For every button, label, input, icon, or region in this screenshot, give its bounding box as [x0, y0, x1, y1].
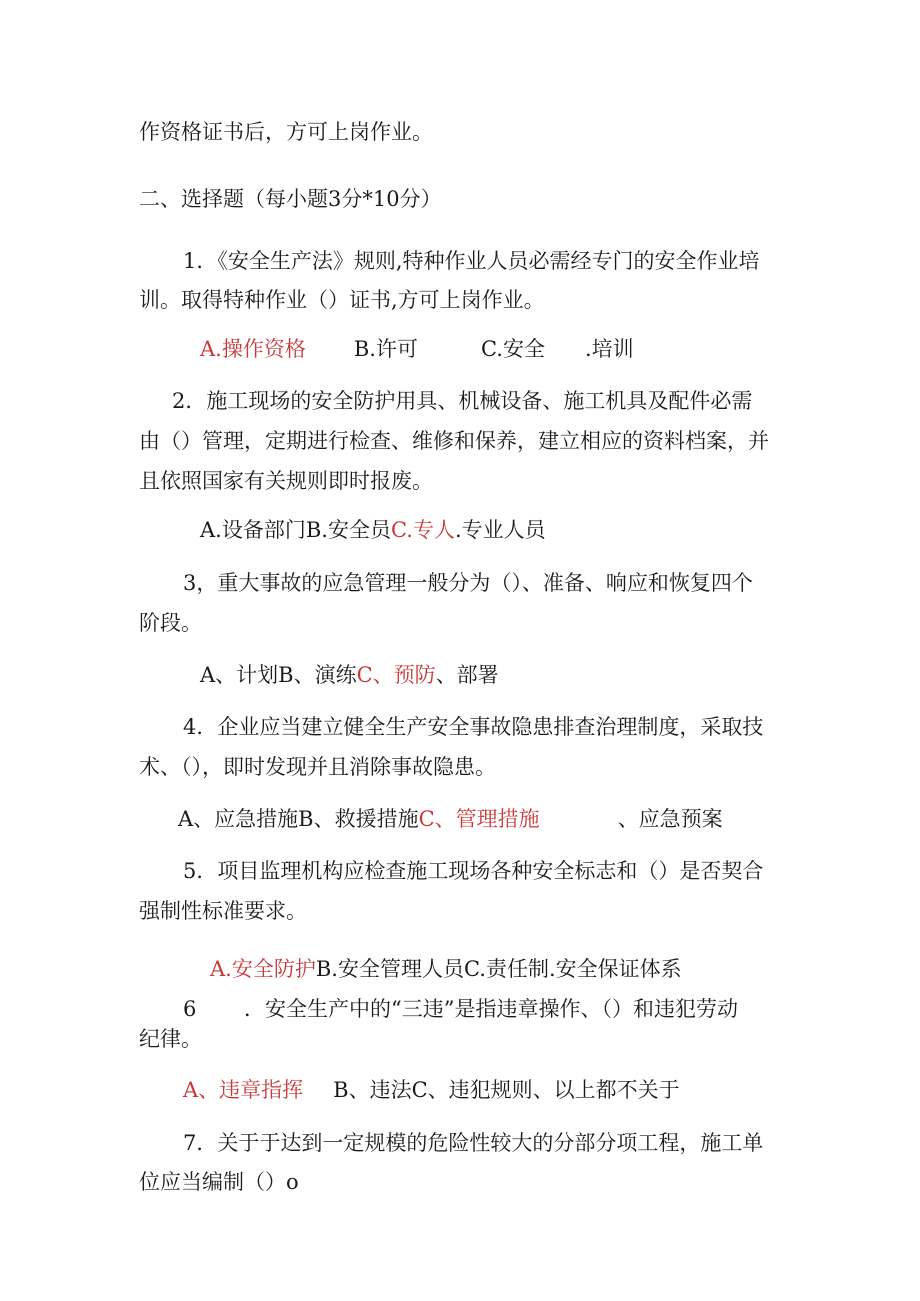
- question-4-options: [178, 804, 723, 834]
- option-c: C.安全: [480, 337, 545, 361]
- question-5-options: [210, 954, 682, 984]
- option-d: 、应急预案: [617, 807, 723, 831]
- option-a: A、应急措施: [178, 807, 299, 831]
- option-c: C、违犯规则: [411, 1078, 533, 1102]
- option-d: .专业人员: [454, 518, 546, 542]
- option-d: 、部署: [435, 663, 499, 687]
- question-7-line-2: 位应当编制（）o: [139, 1170, 299, 1194]
- question-1-line-1: 1．《安全生产法》规则,特种作业人员必需经专门的安全作业培: [183, 249, 760, 273]
- option-b: B.安全管理人员: [315, 957, 464, 981]
- option-b: B.安全员: [305, 518, 391, 542]
- option-b: B、违法: [333, 1078, 412, 1102]
- question-7-line-1: 7．关于于达到一定规模的危险性较大的分部分项工程，施工单: [183, 1131, 764, 1155]
- question-2-line-2: 由（）管理，定期进行检查、维修和保养，建立相应的资料档案，并: [139, 429, 769, 453]
- option-a: A、违章指挥: [183, 1078, 304, 1102]
- option-c: C.专人: [390, 518, 455, 542]
- question-2-line-1: 2．施工现场的安全防护用具、机械设备、施工机具及配件必需: [172, 389, 753, 413]
- option-d: 、以上都不关于: [532, 1078, 680, 1102]
- option-d: .安全保证体系: [548, 957, 682, 981]
- question-3-line-1: 3，重大事故的应急管理一般分为（）、准备、响应和恢复四个: [183, 571, 753, 595]
- option-a: A.安全防护: [210, 957, 316, 981]
- question-1-line-2: 训。取得特种作业（）证书,方可上岗作业。: [139, 288, 545, 312]
- question-6-options: [183, 1075, 680, 1105]
- option-a: A、计划: [200, 663, 279, 687]
- option-c: C、预防: [356, 663, 436, 687]
- question-2-options: [200, 515, 546, 545]
- question-3-line-2: 阶段。: [139, 611, 202, 635]
- question-3-options: [200, 660, 499, 690]
- option-b: B、演练: [278, 663, 357, 687]
- option-a: A.操作资格: [200, 337, 306, 361]
- question-1-options: [200, 334, 634, 364]
- question-4-line-2: 术、（），即时发现并且消除事故隐患。: [139, 755, 496, 779]
- question-5-line-2: 强制性标准要求。: [139, 899, 307, 923]
- question-6-line-1: ．安全生产中的“三违”是指违章操作、（）和违犯劳动: [244, 997, 738, 1021]
- question-5-line-1: 5．项目监理机构应检查施工现场各种安全标志和（）是否契合: [183, 859, 764, 883]
- option-c: C、管理措施: [418, 807, 540, 831]
- question-6-number: 6: [183, 997, 197, 1021]
- question-6-line-2: 纪律。: [139, 1027, 202, 1051]
- option-d: .培训: [584, 337, 634, 361]
- question-4-line-1: 4．企业应当建立健全生产安全事故隐患排查治理制度，采取技: [183, 715, 764, 739]
- option-b: B、救援措施: [298, 807, 419, 831]
- option-a: A.设备部门: [200, 518, 306, 542]
- option-b: B.许可: [353, 337, 418, 361]
- question-2-line-3: 且依照国家有关规则即时报废。: [139, 469, 433, 493]
- section-heading: 二、选择题（每小题3分*10分）: [139, 187, 442, 211]
- option-c: C.责任制: [463, 957, 549, 981]
- text-line: 作资格证书后，方可上岗作业。: [139, 120, 433, 144]
